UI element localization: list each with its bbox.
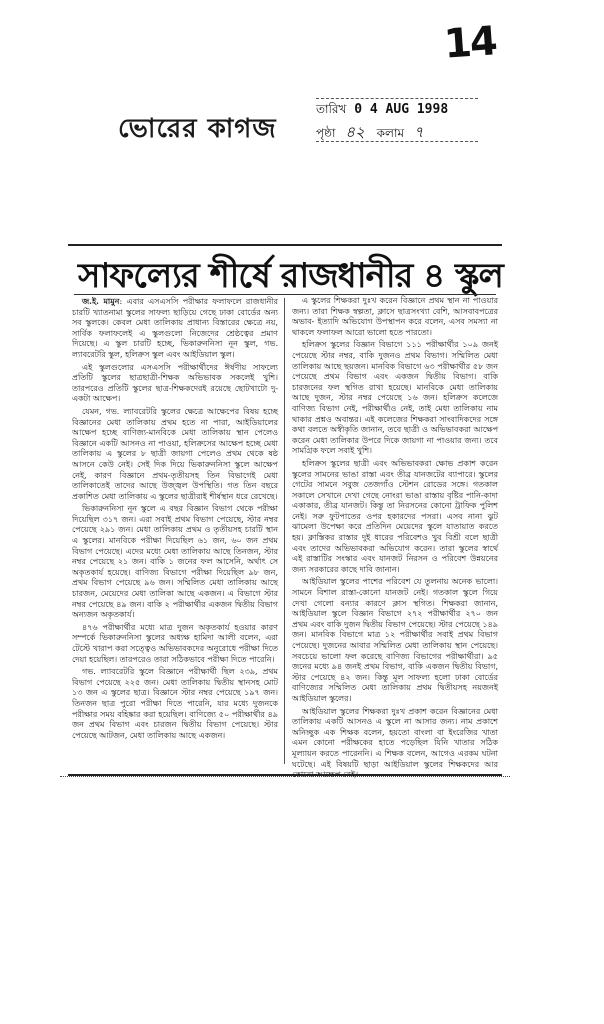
article-paragraph: আইডিয়াল স্কুলের শিক্ষকরা দুঃখ প্রকাশ করেন বিজ্ঞানের মেধা তালিকায় একটি আসনও এ স্কুলে না আসার জন্য। নাম প্রকাশে অনিচ্ছুক এক শিক্ষক বলেন, হয়তো বাংলা বা ইংরেজির খাতা এমন কোনো পরীক্ষকের হাতে পড়েছিল যিনি খাতার সঠিক মূল্যায়ন করতে পারেননি। এ শিক্ষক বলেন, আগেও এরকম ঘটনা ঘটেছে। এই বিষয়টি ছাড়া আইডিয়াল স্কুলের শিক্ষকদের আর কোনো আক্ষেপ নেই। bbox=[292, 706, 498, 780]
article-paragraph: যেমন, গভ. ল্যাবরেটরি স্কুলের ক্ষেত্রে আক্ষেপের বিষয় হচ্ছে বিজ্ঞানের মেধা তালিকায় প্রথম হতে না পারা, আইডিয়ালের আক্ষেপ হচ্ছে বাণিজ্য-মানবিকে মেধা তালিকায় স্থান পেলেও বিজ্ঞানে একটি আসনও না পাওয়া, হলিক্রসের আক্ষেপ হচ্ছে মেধা তালিকায় এ স্কুলের ৮ ছাত্রী জায়গা পেলেও প্রথম থেকে ষষ্ঠ আসনে কেউ নেই। সেই দিক দিয়ে ভিকারুননিসা স্কুলে আক্ষেপ নেই, কারণ বিজ্ঞানে প্রথম-তৃতীয়সহ তিন বিভাগেই মেধা তালিকাতেই তাদের আছে উজ্জ্বল উপস্থিতি। গত তিন বছরে প্রকাশিত মেধা তালিকায় এ স্কুলের ছাত্রীরাই শীর্ষস্থান ধরে রেখেছে। bbox=[72, 406, 278, 501]
article-paragraph: আইডিয়াল স্কুলের পাশের পরিবেশ যে তুলনায় অনেক ভালো। সামনে বিশাল রাস্তা-কোনো যানজট নেই। গতকাল স্কুলে গিয়ে দেখা গেলো বন্যার কারণে ক্লাস স্থগিত। শিক্ষকরা জানান, আইডিয়াল স্কুলে বিজ্ঞান বিভাগে ২৭২ পরীক্ষার্থীর ২৭০ জন প্রথম এবং বাকি দুজন দ্বিতীয় বিভাগ পেয়েছে। স্টার পেয়েছে ১৪৯ জন। মানবিক বিভাগে মাত্র ১২ পরীক্ষার্থীর সবাই প্রথম বিভাগ পেয়েছে। দুজনের আবার সম্মিলিত মেধা তালিকায় স্থান পেয়েছে। সবচেয়ে ভালো ফল করেছে বাণিজ্য বিভাগের পরীক্ষার্থীরা। ৯৫ জনের মধ্যে ৯৪ জনই প্রথম বিভাগ, বাকি একজন দ্বিতীয় বিভাগ, স্টার পেয়েছে ৪২ জন। কিন্তু মূল সাফল্য হলো ঢাকা বোর্ডের বাণিজ্যের সম্মিলিত মেধা তালিকায় প্রথম দ্বিতীয়সহ নয়জনই আইডিয়াল স্কুলের। bbox=[292, 577, 498, 703]
page-number: 14 bbox=[442, 18, 498, 68]
article-paragraph: হলিক্রস স্কুলের ছাত্রী এবং অভিভাবকরা ক্ষোভ প্রকাশ করেন স্কুলের সামনের ভাঙা রাস্তা এবং তীব্র যানজটের ব্যাপারে। স্কুলের গেটের সামনে সবুজ তেজগাঁও স্টেশন রোডের সঙ্গে। গতকাল সকালে সেখানে দেখা গেছে নোংরা ভাঙা রাস্তায় বৃষ্টির পানি-কাদা একাকার, তীব্র যানজট। কিন্তু তা নিরসনের কোনো ট্রাফিক পুলিশ নেই। সরু ফুটপাতের ওপর হকারদের পসরা। এসব নানা ঝুট ঝামেলা উপেক্ষা করে প্রতিদিন মেয়েদের স্কুলে যাতায়াত করতে হয়। ক্লাস্তিকর রাস্তার দুই ধারের পরিবেশও খুব বিশ্রী বলে ছাত্রী এবং তাদের অভিভাবকরা অভিযোগ করেন। তারা স্কুলের স্বার্থে এই রাস্তাটির সংস্কার এবং যানজট নিরসন ও পরিবেশ উন্নয়নের জন্য সরকারের কাছে দাবি জানান। bbox=[292, 458, 498, 574]
stamp-column-label: কলাম bbox=[376, 126, 405, 140]
stamp-date-label: তারিখ bbox=[316, 102, 347, 116]
article-paragraph: গভ. ল্যাবরেটরি স্কুলে বিজ্ঞানে পরীক্ষার্থী ছিল ২৩৯, প্রথম বিভাগ পেয়েছে ২২৫ জন। মেধা তালিকায় দ্বিতীয় স্থানসহ মোট ১৩ জন এ স্কুলের ছাত্র। বিজ্ঞানে স্টার নম্বর পেয়েছে ১৯৭ জন। তিনজন ছাত্র পুরো পরীক্ষা দিতে পারেনি, যার মধ্যে দুজনকে পরীক্ষার সময় বহিষ্কার করা হয়েছিল। বাণিজ্যে ৫০ পরীক্ষার্থীর ৪৯ জন প্রথম বিভাগ এবং চারজন দ্বিতীয় বিভাগ পেয়েছে। স্টার পেয়েছে আটজন, মেধা তালিকায় আছে একজন। bbox=[72, 667, 278, 740]
stamp-page-value: ৪২ bbox=[345, 123, 365, 141]
article-paragraph: ৪৭৬ পরীক্ষার্থীর মধ্যে মাত্র দুজন অকৃতকার্য হওয়ার কারণ সম্পর্কে ভিকারুননিসা স্কুলের অধ্যক্ষ হামিদা আলী বলেন, এরা টেস্টে খারাপ করা সত্ত্বেও অভিভাবকদের অনুরোধে পরীক্ষা দিতে দেয়া হয়েছিল। তারপরেও তারা সঠিকভাবে পরীক্ষা দিতে পারেনি। bbox=[72, 622, 278, 664]
article-paragraph: এ স্কুলের শিক্ষকরা দুঃখ করেন বিজ্ঞানে প্রথম স্থান না পাওয়ার জন্য। তারা শিক্ষক স্বল্পতা, ক্লাসে ছাত্রসংখ্যা বেশি, আসবাবপত্রের অভাব- ইত্যাদি অভিযোগ উপস্থাপন করে বলেন, এসব সমস্যা না থাকলে ফলাফল আরো ভালো হতে পারতো। bbox=[292, 296, 498, 337]
article-paragraph: হলিক্রস স্কুলের বিজ্ঞান বিভাগে ১১১ পরীক্ষার্থীর ১০৯ জনই পেয়েছে স্টার নম্বর, বাকি দুজনও প্রথম বিভাগ। সম্মিলিত মেধা তালিকায় আছে ছয়জন। মানবিক বিভাগে ৬৩ পরীক্ষার্থীর ৫৮ জন পেয়েছে প্রথম বিভাগ এবং একজন দ্বিতীয় বিভাগ। বাকি চারজনের ফল স্থগিত রাখা হয়েছে। মানবিকে মেধা তালিকায় আছে দুজন, স্টার নম্বর পেয়েছে ১৬ জন। হলিক্রস কলেজে বাণিজ্য বিভাগ নেই, পরীক্ষার্থীও নেই, তাই মেধা তালিকায় নাম থাকার প্রশ্নও অবান্তর। এই কলেজের শিক্ষকরা সাংবাদিকদের সঙ্গে কথা বলতে অস্বীকৃতি জানান, তবে ছাত্রী ও অভিভাবকরা আক্ষেপ করেন মেধা তালিকার উপরে দিকে জায়গা না পাওয়ার জন্য। তবে সামগ্রিক ফলে সবাই খুশি। bbox=[292, 340, 498, 456]
stamp-page-row bbox=[316, 121, 432, 146]
article-paragraph: এই স্কুলগুলোর এসএসসি পরীক্ষার্থীদের ঈর্ষণীয় সাফল্যে প্রতিটি স্কুলের ছাত্রছাত্রী-শিক্ষক অভিভাবক সকলেই খুশি। তারপরেও প্রতিটি স্কুলের ছাত্র-শিক্ষকদেরই রয়েছে ছোটখাটো দু-একটা আক্ষেপ। bbox=[72, 362, 278, 404]
headline-rule bbox=[74, 294, 496, 295]
article-right-column bbox=[292, 296, 498, 780]
newspaper-masthead: ভোরের কাগজ bbox=[118, 114, 277, 144]
date-stamp bbox=[316, 98, 478, 142]
stamp-date-value: 0 4 AUG 1998 bbox=[354, 102, 449, 117]
stamp-page-label: পৃষ্ঠা bbox=[316, 126, 336, 140]
clipping-cut-line bbox=[60, 776, 510, 777]
column-divider bbox=[284, 298, 285, 764]
article-byline: জ.ই. মামুন bbox=[82, 296, 120, 306]
article-paragraph: ভিকারুননিসা নূন স্কুলে এ বছর বিজ্ঞান বিভাগ থেকে পরীক্ষা দিয়েছিল ৩১৭ জন। এরা সবাই প্রথম বিভাগ পেয়েছে, স্টার নম্বর পেয়েছে ২৯১ জন। মেধা তালিকায় প্রথম ও তৃতীয়সহ চারটি স্থান এ স্কুলের। মানবিকে পরীক্ষা দিয়েছিল ৬১ জন, ৬০ জন প্রথম বিভাগ পেয়েছে। এদের মধ্যে মেধা তালিকায় আছে তিনজন, স্টার নম্বর পেয়েছে ২১ জন। বাকি ১ জনের ফল আসেনি, অর্থাৎ সে অকৃতকার্য হয়েছে। বাণিজ্য বিভাগে পরীক্ষা দিয়েছিল ৯৮ জন, প্রথম বিভাগ পেয়েছে ৯৬ জন। সম্মিলিত মেধা তালিকায় আছে চারজন, মেয়েদের মেধা তালিকা আছে একজন। এ বিভাগে স্টার নম্বর পেয়েছে ৪৯ জন। বাকি ২ পরীক্ষার্থীর একজন দ্বিতীয় বিভাগ অন্যজন অকৃতকার্য। bbox=[72, 504, 278, 620]
stamp-date-row bbox=[316, 101, 448, 121]
article-paragraph: জ.ই. মামুন: এবার এসএসসি পরীক্ষার ফলাফলে রাজধানীর চারটি খ্যাতনামা স্কুলের সাফল্য ছাড়িয়ে গেছে ঢাকা বোর্ডের অন্য সব স্কুলকে। কেবল মেধা তালিকায় প্রাধান্য বিস্তারের ক্ষেত্রে নয়, সার্বিক ফলাফলেই এ স্কুলগুলো নিজেদের শ্রেষ্ঠত্বের প্রমাণ দিয়েছে। এ স্কুল চারটি হচ্ছে, ভিকারুননিসা নূন স্কুল, গভ. ল্যাবরেটরি স্কুল, হলিক্রস স্কুল এবং আইডিয়াল স্কুল। bbox=[72, 296, 278, 359]
stamp-column-value: ৭ bbox=[413, 123, 424, 141]
article-left-column bbox=[72, 296, 278, 764]
newspaper-clipping bbox=[68, 244, 503, 780]
article-headline: সাফল্যের শীর্ষে রাজধানীর ৪ স্কুল bbox=[78, 256, 503, 296]
